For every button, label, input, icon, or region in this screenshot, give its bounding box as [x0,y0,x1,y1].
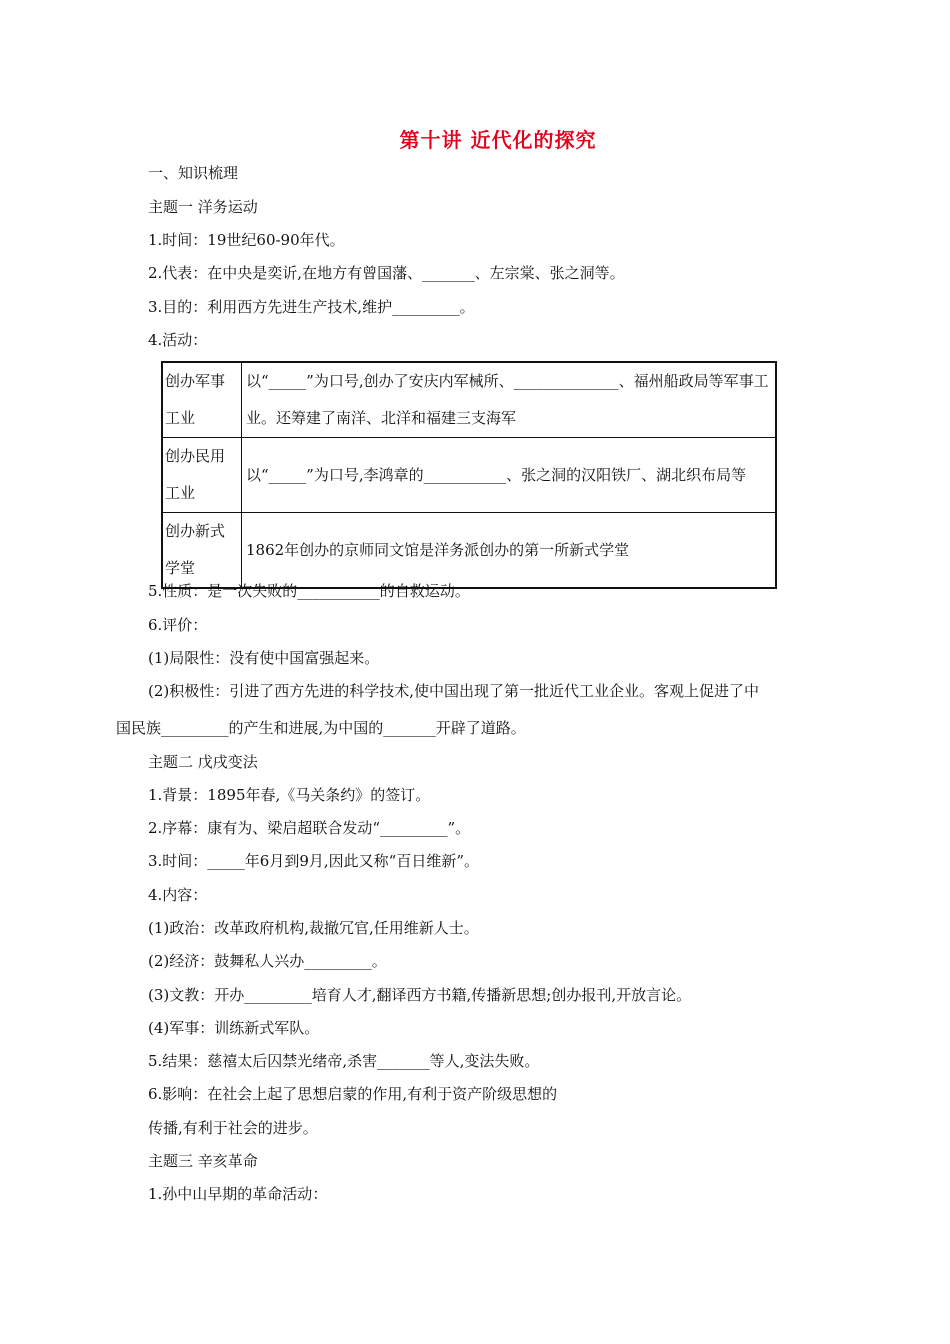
text-line: 5.性质：是一次失败的___________的自救运动。 [148,582,470,600]
text-line: 1.孙中山早期的革命活动： [148,1185,328,1203]
text-line: 3.时间：_____年6月到9月,因此又称“百日维新”。 [148,852,480,870]
text-line: (3)文教：开办_________培育人才,翻译西方书籍,传播新思想;创办报刊,开放言论。 [148,986,692,1004]
text-line: (2)积极性：引进了西方先进的科学技术,使中国出现了第一批近代工业企业。客观上促进了中 [148,682,760,700]
table-row-head: 创办军事工业 [162,362,242,438]
table-row-head: 创办民用工业 [162,438,242,513]
text-line: 5.结果：慈禧太后囚禁光绪帝,杀害_______等人,变法失败。 [148,1052,540,1070]
section-heading: 一、知识梳理 [148,164,239,182]
text-line: 1.时间：19世纪60-90年代。 [148,231,345,249]
text-line: 3.目的：利用西方先进生产技术,维护_________。 [148,298,475,316]
table-row [162,513,776,589]
table-row-head: 创办新式学堂 [162,513,242,589]
activities-table [161,361,777,589]
text-line: 传播,有利于社会的进步。 [148,1119,318,1137]
table-row-content: 以“_____”为口号,李鸿章的___________、张之洞的汉阳铁厂、湖北织布局等 [242,438,777,513]
page-title: 第十讲 近代化的探究 [399,128,597,152]
topic-heading: 主题二 戊戌变法 [148,753,258,771]
table-row [162,362,776,438]
topic-heading: 主题一 洋务运动 [148,198,258,216]
text-line: 2.代表：在中央是奕䜣,在地方有曾国藩、_______、左宗棠、张之洞等。 [148,264,625,282]
text-line: 1.背景：1895年春,《马关条约》的签订。 [148,786,431,804]
table-row-content: 1862年创办的京师同文馆是洋务派创办的第一所新式学堂 [242,513,777,589]
text-line: 国民族_________的产生和进展,为中国的_______开辟了道路。 [116,719,526,737]
topic-heading: 主题三 辛亥革命 [148,1152,258,1170]
table-row [162,438,776,513]
text-line: (4)军事：训练新式军队。 [148,1019,320,1037]
text-line: 4.内容： [148,886,208,904]
text-line: (1)局限性：没有使中国富强起来。 [148,649,380,667]
text-line: 6.评价： [148,616,208,634]
text-line: 6.影响：在社会上起了思想启蒙的作用,有利于资产阶级思想的 [148,1085,558,1103]
table-row-content: 以“_____”为口号,创办了安庆内军械所、______________、福州船政局等军事工业。还筹建了南洋、北洋和福建三支海军 [242,362,777,438]
text-line: (2)经济：鼓舞私人兴办_________。 [148,952,387,970]
text-line: (1)政治：改革政府机构,裁撤冗官,任用维新人士。 [148,919,479,937]
text-line: 4.活动： [148,331,208,349]
text-line: 2.序幕：康有为、梁启超联合发动“_________”。 [148,819,471,837]
